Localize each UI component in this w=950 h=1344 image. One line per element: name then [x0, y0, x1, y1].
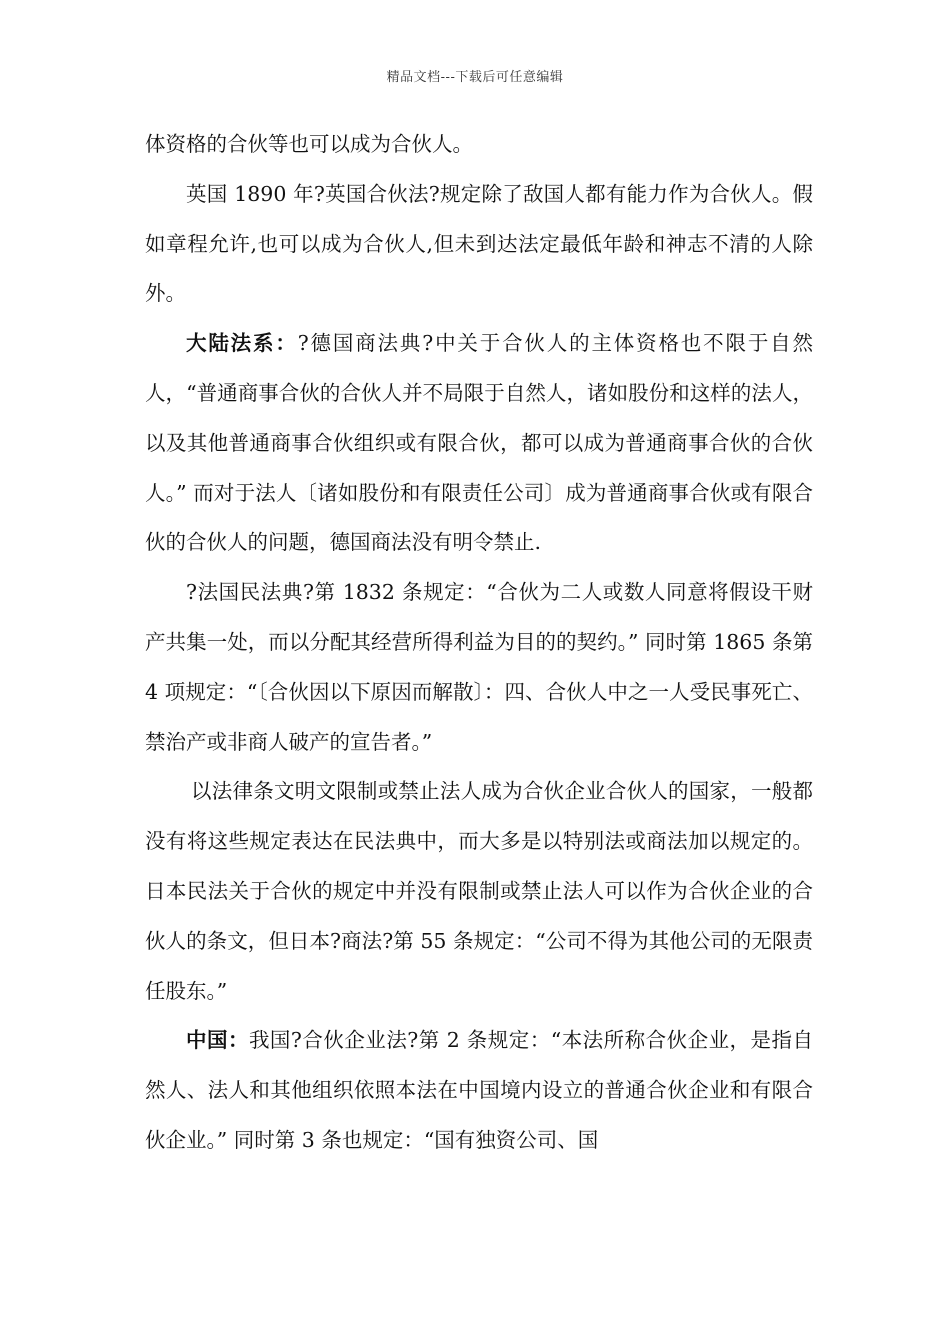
document-body — [145, 120, 813, 1166]
paragraph-5-text: 以法律条文明文限制或禁止法人成为合伙企业合伙人的国家，一般都没有将这些规定表达在民法典中，而大多是以特别法或商法加以规定的。日本民法关于合伙的规定中并没有限制或禁止法人可以作为合伙企业的合伙人的条文，但日本?商法?第 55 条规定：“公司不得为其他公司的无限责任股东。” — [145, 779, 813, 1003]
paragraph-6-text: 我国?合伙企业法?第 2 条规定：“本法所称合伙企业，是指自然人、法人和其他组织依照本法在中国境内设立的普通合伙企业和有限合伙企业。” 同时第 3 条也规定：“国有独资公司、国 — [145, 1028, 813, 1152]
paragraph-1 — [145, 120, 813, 170]
paragraph-2 — [145, 170, 813, 319]
paragraph-2-text: 英国 1890 年?英国合伙法?规定除了敌国人都有能力作为合伙人。假如章程允许,也可以成为合伙人,但未到达法定最低年龄和神志不清的人除外。 — [145, 181, 813, 306]
paragraph-1-text: 体资格的合伙等也可以成为合伙人。 — [145, 132, 473, 156]
paragraph-6 — [145, 1016, 813, 1165]
paragraph-4 — [145, 568, 813, 767]
page-header: 精品文档---下载后可任意编辑 — [386, 70, 564, 85]
paragraph-5 — [145, 767, 813, 1016]
paragraph-6-lead: 中国： — [186, 1028, 249, 1053]
paragraph-4-text: ?法国民法典?第 1832 条规定：“合伙为二人或数人同意将假设干财产共集一处，而以分配其经营所得利益为目的的契约。” 同时第 1865 条第 4 项规定：“〔合伙因以下原因而解散〕：四、合伙人中之一人受民事死亡、禁治产或非商人破产的宣告者。” — [145, 580, 813, 754]
paragraph-3-lead: 大陆法系： — [186, 331, 298, 356]
paragraph-3-text: ?德国商法典?中关于合伙人的主体资格也不限于自然人，“普通商事合伙的合伙人并不局限于自然人，诸如股份和这样的法人，以及其他普通商事合伙组织或有限合伙，都可以成为普通商事合伙的合伙人。” 而对于法人〔诸如股份和有限责任公司〕成为普通商事合伙或有限合伙的合伙人的问题，德国商法没有明令禁止. — [145, 331, 813, 555]
paragraph-3 — [145, 319, 813, 568]
